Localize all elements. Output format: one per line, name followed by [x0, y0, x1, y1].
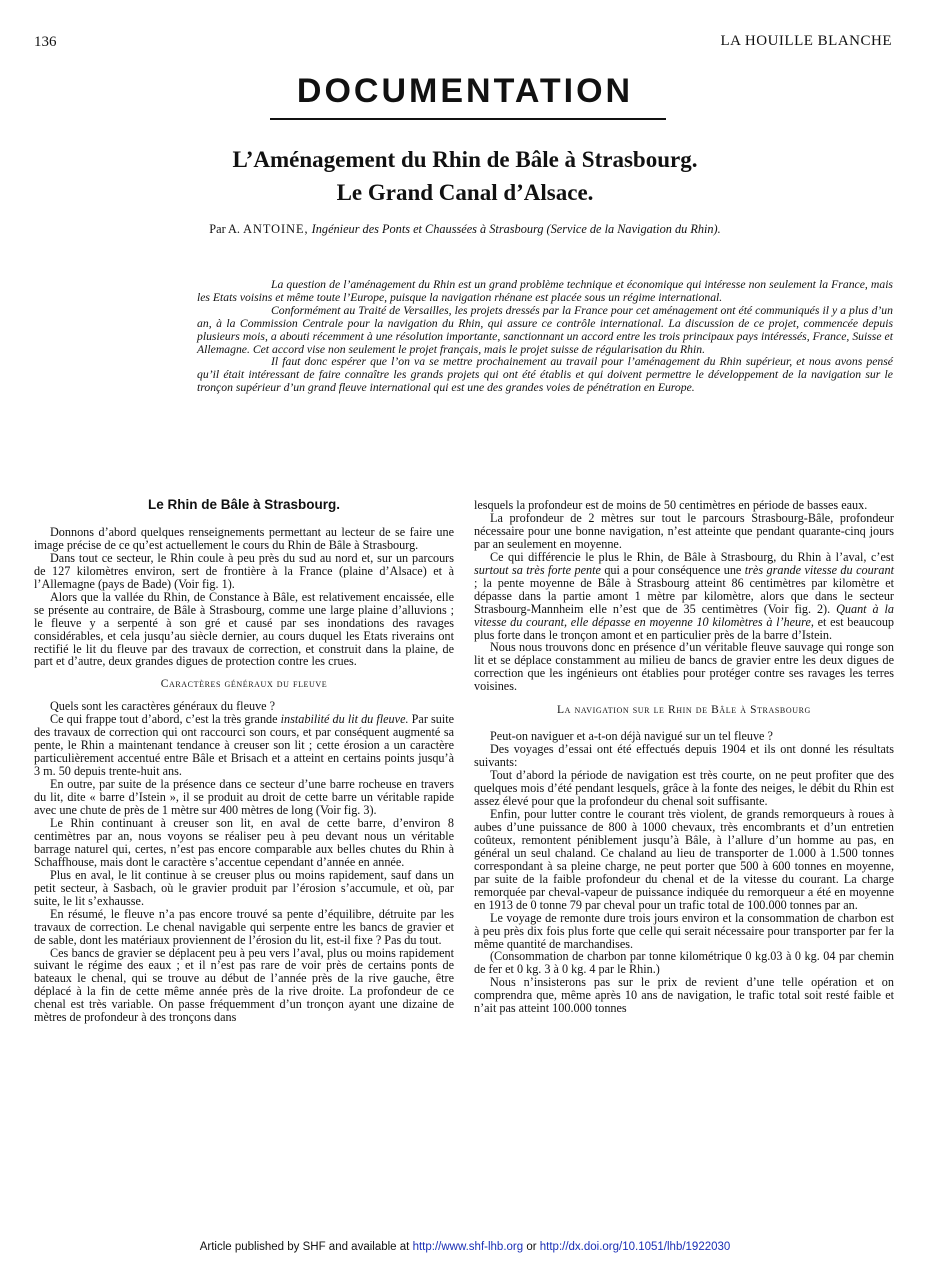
publication-footer — [0, 1241, 930, 1253]
byline-role: Ingénieur des Ponts et Chaussées à Strasbourg (Service de la Navigation du Rhin). — [311, 222, 721, 236]
paragraph: Nous nous trouvons donc en présence d’un véritable fleuve sauvage qui ronge son lit et se déplace constamment au milieu de bancs de gravier entre les deux digues de correction que les ingénieurs ont établies pour protéger contre ses ravages les terres voisines. — [474, 640, 894, 694]
abstract-paragraph: Il faut donc espérer que l’on va se mettre prochainement au travail pour l’aménagement du Rhin supérieur, et nous avons pensé qu’il était intéressant de faire connaître les grands projets qui ont été établis et qui doivent permettre le développement de la navigation sur le tronçon supérieur d’un grand fleuve international qui est une des grandes voies de pénétration en Europe. — [197, 355, 893, 395]
paragraph: Alors que la vallée du Rhin, de Constance à Bâle, est relativement encaissée, elle se présente au contraire, de Bâle à Strasbourg, comme une large plaine d’alluvions ; le fleuve y a serpenté à son gré et causé par ses inondations des ravages considérables, et cela jusqu’au siècle dernier, au cours duquel les Etats riverains ont rectifié le lit du fleuve par des travaux de correction, et construit dans la plaine, de part et d’autre, deux grandes digues de protection contre les crues. — [34, 589, 454, 669]
paragraph: En outre, par suite de la présence dans ce secteur d’une barre rocheuse en travers du lit, dite « barre d’Istein », il se produit au droit de cette barre un véritable rapide avec une chute de près de 1 mètre sur 400 mètres de long (Voir fig. 3). — [34, 777, 454, 818]
paragraph: Quels sont les caractères généraux du fleuve ? — [50, 699, 276, 714]
paragraph: Dans tout ce secteur, le Rhin coule à peu près du sud au nord et, sur un parcours de 127 kilomètres environ, sert de frontière à la France (plaine d’Alsace) et à l’Allemagne (pays de Bade) (Voir fig. 1). — [34, 550, 454, 591]
paragraph — [34, 713, 454, 778]
paragraph: La profondeur de 2 mètres sur tout le parcours Strasbourg-Bâle, profondeur nécessaire pour une bonne navigation, n’est atteinte que pendant quarante-cinq jours par an seulement en moyenne. — [474, 510, 894, 551]
text-run: ; la pente moyenne de Bâle à Strasbourg atteint 86 centimètres par kilomètre et dépasse dans la partie amont 1 mètre par kilomètre, alors que dans le secteur Strasbourg-Mannheim elle n’est que de 35 centimètres (Voir fig. 2). — [474, 575, 894, 616]
byline-prefix: Par A. — [209, 222, 241, 236]
footer-text: Article published by SHF and available at — [199, 1241, 413, 1253]
abstract-paragraph: La question de l’aménagement du Rhin est un grand problème technique et économique qui intéresse non seulement la France, mais les Etats voisins et même toute l’Europe, puisque la navigation rhénane est placée sous un régime international. — [197, 278, 893, 304]
emphasis: surtout sa très forte pente — [474, 562, 601, 577]
right-column — [474, 499, 894, 1015]
paragraph: lesquels la profondeur est de moins de 50 centimètres en période de basses eaux. — [474, 498, 868, 512]
shf-link[interactable]: http://www.shf-lhb.org — [412, 1241, 524, 1253]
paragraph: Tout d’abord la période de navigation est très courte, on ne peut profiter que des quelques mois d’été pendant lesquels, grâce à la fonte des neiges, le débit du Rhin est assez élevé pour que la profondeur du chenal soit suffisante. — [474, 768, 894, 809]
text-run: et est beaucoup plus forte dans le tronçon amont et en particulier près de la barre d’Istein. — [474, 614, 895, 642]
text-run: Par suite des travaux de correction qui ont raccourci son cours, et par conséquent augmenté sa pente, le Rhin a maintenant tendance à creuser son lit ; cette érosion a un caractère particulièrement accentué entre Bâle et Brisach et a atteint en certains points jusqu’à 3 m. 50 depuis trente-huit ans. — [34, 712, 455, 779]
left-column — [34, 499, 454, 1024]
emphasis: instabilité du lit du fleuve. — [280, 712, 409, 727]
text-run: Ce qui différencie le plus le Rhin, de Bâle à Strasbourg, du Rhin à l’aval, c’est — [490, 549, 894, 564]
paragraph: Ces bancs de gravier se déplacent peu à peu vers l’aval, plus ou moins rapidement suivant le régime des eaux ; et il n’est pas rare de voir près de certains ponts de bateaux le chenal, qui se trouve au début de l’année près de la rive gauche, être déplacé à la fin de cette même année près de la rive droite. La profondeur de ce chenal est très variable. On passe fréquemment d’un tronçon ayant une dizaine de mètres de profondeur à des tronçons dans — [34, 945, 454, 1025]
paragraph: Donnons d’abord quelques renseignements permettant au lecteur de se faire une image précise de ce qu’est actuellement le cours du Rhin de Bâle à Strasbourg. — [34, 524, 454, 552]
page-number: 136 — [34, 34, 57, 50]
footer-text: or — [523, 1241, 540, 1253]
subsection-heading: La navigation sur le Rhin de Bâle à Strasbourg — [557, 704, 811, 717]
journal-title: LA HOUILLE BLANCHE — [720, 33, 892, 49]
abstract-paragraph: Conformément au Traité de Versailles, les projets dressés par la France pour cet aménagement ont été communiqués il y a plus d’un an, à la Commission Centrale pour la navigation du Rhin, qui assure ce contrôle international. La discussion de ce projet, commencée depuis plusieurs mois, a abouti récemment à une résolution importante, sanctionnant un accord entre les trois principaux pays intéressés, France, Suisse et Allemagne. Cet accord vise non seulement le projet français, mais le projet suisse de régularisation du Rhin. — [197, 303, 893, 356]
article-title-line-1: L’Aménagement du Rhin de Bâle à Strasbourg. — [232, 147, 698, 172]
paragraph: Plus en aval, le lit continue à se creuser plus ou moins rapidement, sauf dans un petit secteur, à Sasbach, où le gravier produit par l’érosion s’accumule, et où, par suite, le lit s’exhausse. — [34, 867, 454, 908]
byline-author: ANTOINE, — [243, 222, 309, 236]
subsection-heading: Caractères généraux du fleuve — [160, 678, 328, 691]
paragraph — [474, 551, 894, 642]
text-run: qui a pour conséquence une — [600, 562, 745, 577]
title-underline — [270, 118, 666, 120]
section-heading: Le Rhin de Bâle à Strasbourg. — [147, 497, 341, 512]
paragraph: Des voyages d’essai ont été effectués depuis 1904 et ils ont donné les résultats suivants: — [474, 742, 894, 770]
section-title: DOCUMENTATION — [296, 72, 634, 110]
paragraph: Nous n’insisterons pas sur le prix de revient d’une telle opération et on comprendra que, même après 10 ans de navigation, le trafic total soit resté faible et n’ait pas atteint 100.000 tonnes — [474, 975, 894, 1016]
paragraph: (Consommation de charbon par tonne kilométrique 0 kg.03 à 0 kg. 04 par chemin de fer et 0 kg. 3 à 0 kg. 4 par le Rhin.) — [474, 949, 894, 977]
paragraph: Peut-on naviguer et a-t-on déjà navigué sur un tel fleuve ? — [490, 729, 773, 744]
emphasis: Quant à la vitesse du courant, elle dépasse en moyenne 10 kilomètres à l’heure, — [474, 601, 894, 629]
paragraph: Enfin, pour lutter contre le courant très violent, de grands remorqueurs à roues à aubes d’une puissance de 800 à 1000 chevaux, très encombrants et d’un entretien coûteux, remontent péniblement jusqu’à Bâle, à l’allure d’un homme au pas, en général un seul chaland. Ce chaland au lieu de transporter de 1.000 à 1.500 tonnes correspondant à sa pleine charge, ne peut porter que 500 à 600 tonnes en moyenne, par suite de la faible profondeur du chenal et de la vitesse du courant. La charge remorquée par cheval-vapeur de puissance indiquée du remorqueur a été en moyenne en 1913 de 0 tonne 79 par cheval pour un trafic total de 100.000 tonnes par an. — [474, 806, 894, 912]
abstract — [197, 279, 893, 395]
doi-link[interactable]: http://dx.doi.org/10.1051/lhb/1922030 — [539, 1241, 731, 1253]
emphasis: très grande vitesse du courant — [744, 562, 894, 577]
paragraph: Le voyage de remonte dure trois jours environ et la consommation de charbon est à peu près dix fois plus forte que celle qui serait nécessaire pour transporter par fer la même quantité de marchandises. — [474, 910, 894, 951]
paragraph: Le Rhin continuant à creuser son lit, en aval de cette barre, d’environ 8 centimètres par an, nous voyons se réaliser peu à peu devant nous un véritable barrage naturel qui, certes, n’est pas encore comparable aux belles chutes du Rhin à Schaffhouse, mais dont le caractère s’accentue cependant d’année en année. — [34, 815, 454, 869]
article-title-line-2: Le Grand Canal d’Alsace. — [336, 180, 594, 205]
text-run: Ce qui frappe tout d’abord, c’est la très grande — [50, 712, 281, 727]
byline — [0, 222, 930, 237]
paragraph: En résumé, le fleuve n’a pas encore trouvé sa pente d’équilibre, détruite par les travaux de correction. Le chenal navigable qui serpente entre les bancs de gravier et de sable, dont les matériaux proviennent de l’érosion du lit, est-il fixe ? Pas du tout. — [34, 906, 454, 947]
